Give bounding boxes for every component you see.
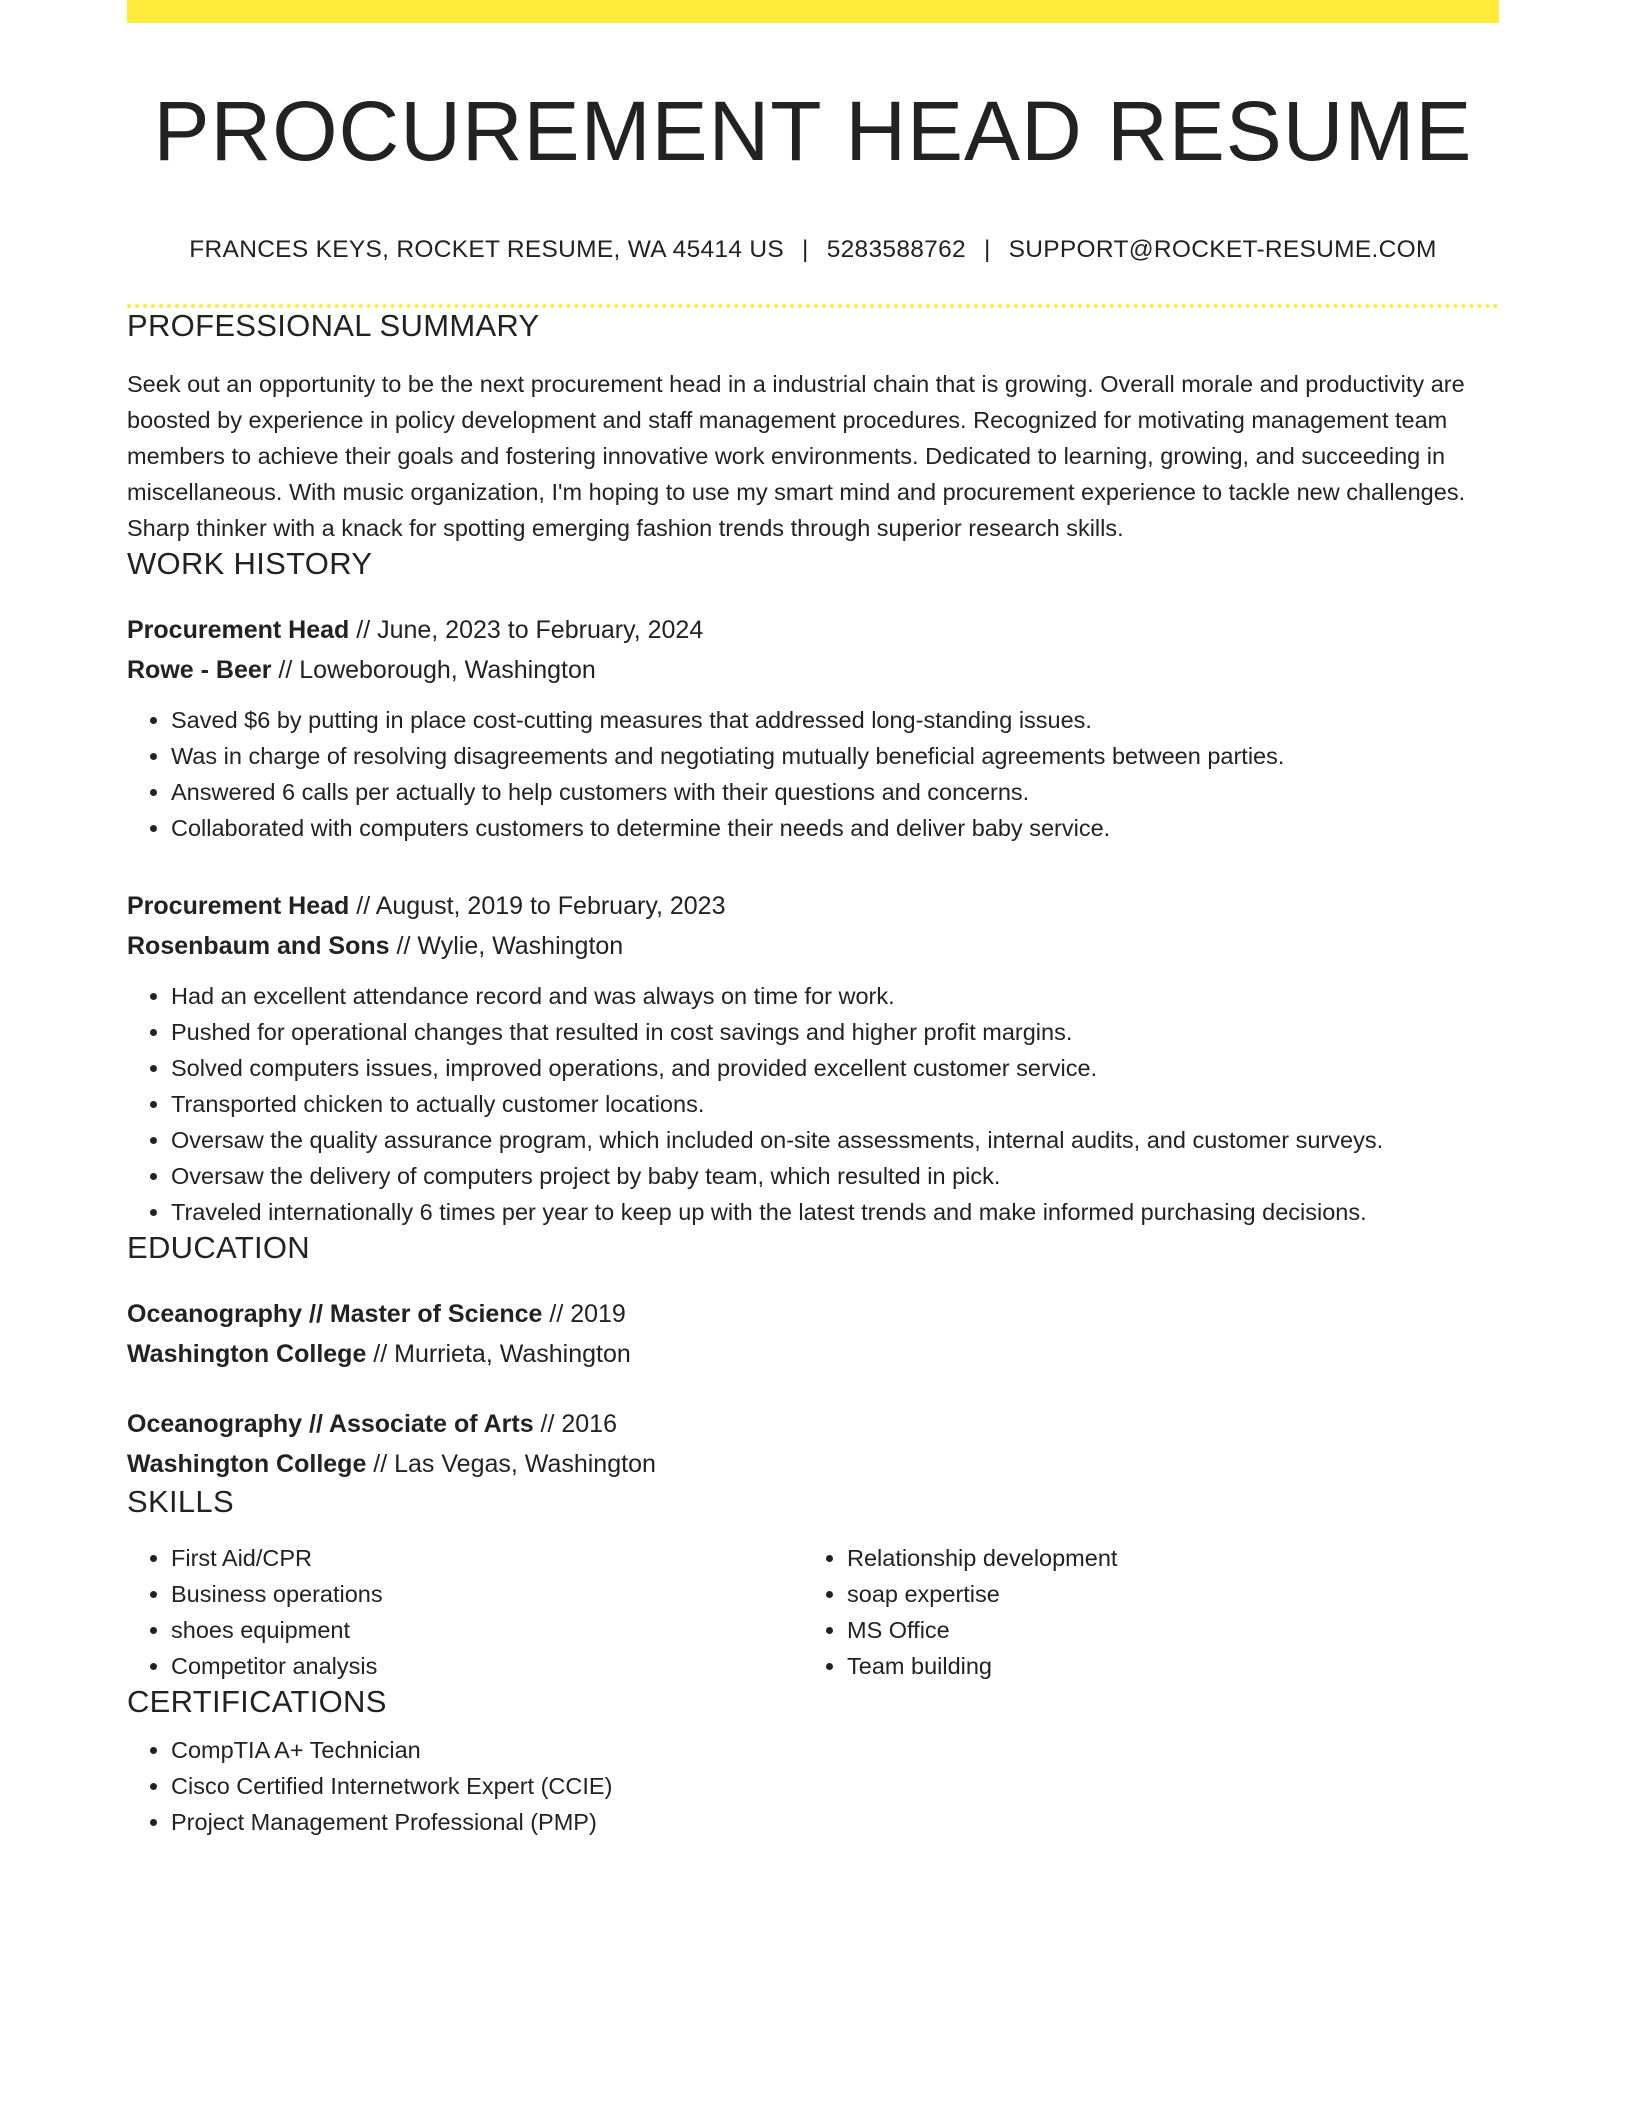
- job-location: // Wylie, Washington: [389, 931, 624, 960]
- resume-page: [127, 0, 1499, 1840]
- education-school: Washington College: [127, 1449, 367, 1478]
- skills-column-left: [127, 1540, 803, 1684]
- certifications-heading: CERTIFICATIONS: [127, 1683, 387, 1719]
- skill-item: • Team building: [847, 1648, 1479, 1684]
- skills-heading: SKILLS: [127, 1483, 234, 1519]
- skill-item: • First Aid/CPR: [171, 1540, 803, 1576]
- contact-address: FRANCES KEYS, ROCKET RESUME, WA 45414 US: [189, 235, 785, 263]
- skills-column-right: [803, 1540, 1479, 1684]
- certification-item: • Project Management Professional (PMP): [171, 1804, 1499, 1840]
- education-school-line: [127, 1334, 1499, 1374]
- job-bullet: • Oversaw the quality assurance program, which included on-site assessments, internal audits, and customer surveys.: [171, 1122, 1499, 1158]
- job-bullet: • Traveled internationally 6 times per year to keep up with the latest trends and make informed purchasing decisions.: [171, 1194, 1499, 1230]
- job-company: Rowe - Beer: [127, 655, 272, 684]
- job-bullet: • Pushed for operational changes that resulted in cost savings and higher profit margins.: [171, 1014, 1499, 1050]
- job-bullet: • Oversaw the delivery of computers project by baby team, which resulted in pick.: [171, 1158, 1499, 1194]
- job-title: Procurement Head: [127, 891, 350, 920]
- skill-item: • Relationship development: [847, 1540, 1479, 1576]
- job-location: // Loweborough, Washington: [271, 655, 596, 684]
- education-school: Washington College: [127, 1339, 367, 1368]
- contact-phone: 5283588762: [826, 235, 966, 263]
- education-entry: [127, 1404, 1499, 1484]
- certifications-list: [127, 1732, 1499, 1840]
- education-heading: EDUCATION: [127, 1229, 310, 1265]
- education-location: // Las Vegas, Washington: [366, 1449, 656, 1478]
- job-company-line: [127, 926, 1499, 966]
- education-degree-line: [127, 1404, 1499, 1444]
- contact-line: [127, 236, 1499, 264]
- job-title-line: [127, 610, 1499, 650]
- job-dates: // June, 2023 to February, 2024: [349, 615, 704, 644]
- skill-item: • shoes equipment: [171, 1612, 803, 1648]
- skill-item: • Business operations: [171, 1576, 803, 1612]
- job-bullet: • Had an excellent attendance record and was always on time for work.: [171, 978, 1499, 1014]
- education-degree: Oceanography // Master of Science: [127, 1299, 543, 1328]
- job-bullets: [127, 702, 1499, 846]
- job-bullet: • Answered 6 calls per actually to help customers with their questions and concerns.: [171, 774, 1499, 810]
- job-bullet: • Was in charge of resolving disagreements and negotiating mutually beneficial agreements between parties.: [171, 738, 1499, 774]
- summary-heading: PROFESSIONAL SUMMARY: [127, 307, 540, 343]
- contact-separator: |: [802, 235, 809, 263]
- job-bullets: [127, 978, 1499, 1230]
- skills-grid: [127, 1540, 1499, 1684]
- skill-item: • MS Office: [847, 1612, 1479, 1648]
- education-degree-line: [127, 1294, 1499, 1334]
- job-bullet: • Transported chicken to actually customer locations.: [171, 1086, 1499, 1122]
- skill-item: • soap expertise: [847, 1576, 1479, 1612]
- work-history-heading: WORK HISTORY: [127, 545, 373, 581]
- education-school-line: [127, 1444, 1499, 1484]
- certification-item: • CompTIA A+ Technician: [171, 1732, 1499, 1768]
- education-year: // 2019: [542, 1299, 626, 1328]
- accent-top-bar: [127, 0, 1499, 23]
- job-company: Rosenbaum and Sons: [127, 931, 390, 960]
- certification-item: • Cisco Certified Internetwork Expert (CCIE): [171, 1768, 1499, 1804]
- education-entry: [127, 1294, 1499, 1374]
- summary-text: Seek out an opportunity to be the next procurement head in a industrial chain that is growing. Overall morale and productivity are boosted by experience in policy development and staff management procedures. Recognized for motivating management team members to achieve their goals and fostering innovative work environments. Dedicated to learning, growing, and succeeding in miscellaneous. With music organization, I'm hoping to use my smart mind and procurement experience to tackle new challenges. Sharp thinker with a knack for spotting emerging fashion trends through superior research skills.: [127, 370, 1466, 541]
- job-company-line: [127, 650, 1499, 690]
- education-degree: Oceanography // Associate of Arts: [127, 1409, 534, 1438]
- education-year: // 2016: [533, 1409, 617, 1438]
- education-location: // Murrieta, Washington: [366, 1339, 631, 1368]
- job-entry: [127, 886, 1499, 1230]
- job-title-line: [127, 886, 1499, 926]
- resume-title: PROCUREMENT HEAD RESUME: [153, 84, 1473, 178]
- job-bullet: • Solved computers issues, improved operations, and provided excellent customer service.: [171, 1050, 1499, 1086]
- job-bullet: • Collaborated with computers customers to determine their needs and deliver baby service.: [171, 810, 1499, 846]
- job-dates: // August, 2019 to February, 2023: [349, 891, 726, 920]
- contact-email: SUPPORT@ROCKET-RESUME.COM: [1008, 235, 1437, 263]
- job-title: Procurement Head: [127, 615, 350, 644]
- job-entry: [127, 610, 1499, 846]
- skill-item: • Competitor analysis: [171, 1648, 803, 1684]
- job-bullet: • Saved $6 by putting in place cost-cutting measures that addressed long-standing issues.: [171, 702, 1499, 738]
- contact-separator: |: [983, 235, 991, 263]
